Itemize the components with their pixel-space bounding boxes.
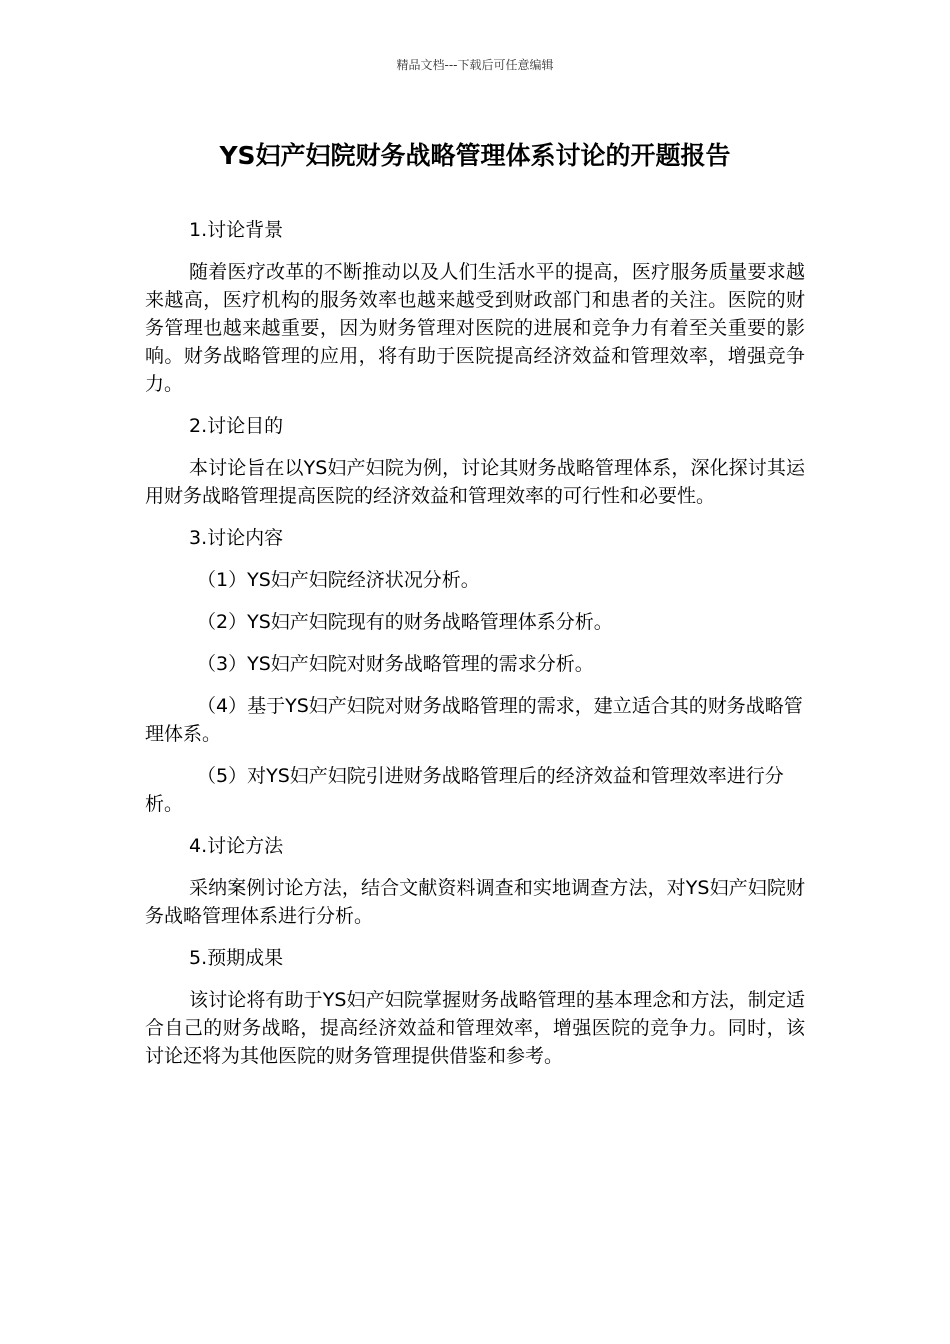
paragraph-purpose: 本讨论旨在以YS妇产妇院为例，讨论其财务战略管理体系，深化探讨其运用财务战略管理提高医院的经济效益和管理效率的可行性和必要性。 [145,457,805,507]
section-heading-content: 3.讨论内容 [189,527,284,549]
content-list-item: （2）YS妇产妇院现有的财务战略管理体系分析。 [197,611,613,633]
content-list-item: （1）YS妇产妇院经济状况分析。 [197,569,480,591]
content-list-item: （5）对YS妇产妇院引进财务战略管理后的经济效益和管理效率进行分析。 [145,765,784,815]
section-heading-purpose: 2.讨论目的 [189,415,284,437]
paragraph-method: 采纳案例讨论方法，结合文献资料调查和实地调查方法，对YS妇产妇院财务战略管理体系进行分析。 [145,877,805,927]
content-list-item: （3）YS妇产妇院对财务战略管理的需求分析。 [197,653,594,675]
paragraph-background: 随着医疗改革的不断推动以及人们生活水平的提高，医疗服务质量要求越来越高，医疗机构的服务效率也越来越受到财政部门和患者的关注。医院的财务管理也越来越重要，因为财务管理对医院的进展和竞争力有着至关重要的影响。财务战略管理的应用，将有助于医院提高经济效益和管理效率，增强竞争力。 [145,261,805,395]
section-heading-background: 1.讨论背景 [189,219,284,241]
paragraph-expected-results: 该讨论将有助于YS妇产妇院掌握财务战略管理的基本理念和方法，制定适合自己的财务战略，提高经济效益和管理效率，增强医院的竞争力。同时，该讨论还将为其他医院的财务管理提供借鉴和参考。 [145,989,805,1067]
page-header-note: 精品文档---下载后可任意编辑 [396,58,554,72]
section-heading-expected-results: 5.预期成果 [189,947,284,969]
document-body [145,216,805,1084]
content-list-item: （4）基于YS妇产妇院对财务战略管理的需求，建立适合其的财务战略管理体系。 [145,695,803,745]
document-title: YS妇产妇院财务战略管理体系讨论的开题报告 [219,141,731,170]
section-heading-method: 4.讨论方法 [189,835,284,857]
